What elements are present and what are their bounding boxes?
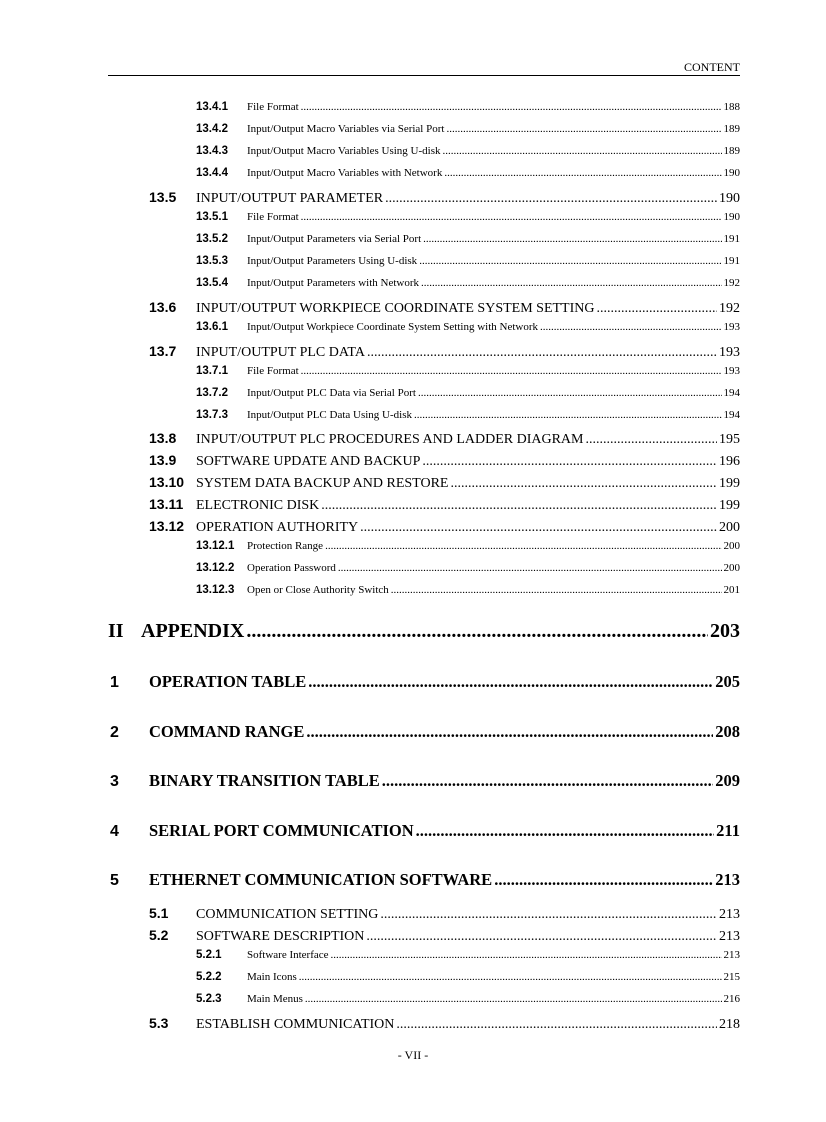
toc-entry-title: File Format	[247, 365, 299, 377]
toc-entry-title: Input/Output PLC Data via Serial Port	[247, 387, 416, 399]
toc-entry-page: 190	[723, 211, 740, 223]
toc-entry-title: BINARY TRANSITION TABLE	[149, 771, 380, 790]
header-rule	[108, 75, 740, 76]
toc-entry[interactable]	[149, 518, 740, 536]
toc-entry[interactable]	[196, 145, 740, 157]
toc-entry[interactable]	[196, 409, 740, 421]
dot-leader	[331, 949, 722, 961]
toc-entry-number: 13.5	[149, 189, 177, 205]
dot-leader	[540, 321, 722, 333]
toc-entry-page: 208	[715, 722, 740, 741]
dot-leader	[396, 1017, 717, 1033]
toc-entry-number: 13.12.1	[196, 540, 235, 552]
dot-leader	[380, 907, 717, 923]
toc-entry-title: Input/Output Parameters via Serial Port	[247, 233, 422, 245]
toc-entry-page: 193	[723, 321, 740, 333]
dot-leader	[385, 191, 717, 207]
toc-entry[interactable]	[196, 277, 740, 289]
toc-entry-title: INPUT/OUTPUT PLC PROCEDURES AND LADDER DIAGRAM	[196, 432, 584, 447]
dot-leader	[421, 277, 722, 289]
toc-entry-page: 199	[719, 476, 740, 491]
toc-entry-number: 5.3	[149, 1015, 169, 1031]
toc-entry-page: 200	[723, 562, 740, 574]
dot-leader	[391, 584, 722, 596]
toc-entry[interactable]	[149, 474, 740, 492]
page-number-footer: - VII -	[397, 1048, 429, 1062]
toc-entry[interactable]	[149, 189, 740, 207]
dot-leader	[416, 821, 714, 841]
toc-entry[interactable]	[196, 167, 740, 179]
toc-entry-title: SERIAL PORT COMMUNICATION	[149, 821, 414, 840]
toc-entry-number: 13.4.4	[196, 167, 228, 179]
toc-entry[interactable]	[196, 562, 740, 574]
toc-entry-page: 194	[723, 387, 740, 399]
toc-entry-title: Main Icons	[247, 971, 297, 983]
toc-entry-number: 13.10	[149, 474, 185, 490]
dot-leader	[597, 301, 718, 317]
toc-entry-page: 199	[719, 498, 740, 513]
toc-entry-page: 213	[723, 949, 740, 961]
toc-entry[interactable]	[196, 365, 740, 377]
running-header: CONTENT	[684, 60, 740, 74]
toc-entry[interactable]	[196, 387, 740, 399]
toc-entry-page: 209	[715, 771, 740, 790]
toc-entry-page: 205	[715, 672, 740, 691]
toc-entry[interactable]	[149, 1015, 740, 1033]
dot-leader	[366, 929, 717, 945]
toc-entry-number: 13.9	[149, 452, 177, 468]
toc-entry-number: 13.7.3	[196, 409, 228, 421]
toc-entry-page: 213	[719, 907, 740, 922]
toc-entry-page: 190	[723, 167, 740, 179]
toc-entry[interactable]	[110, 870, 740, 890]
toc-entry-title: ETHERNET COMMUNICATION SOFTWARE	[149, 870, 493, 889]
toc-entry[interactable]	[196, 971, 740, 983]
dot-leader	[325, 540, 721, 552]
toc-entry-page: 190	[719, 191, 740, 206]
toc-entry-page: 218	[719, 1017, 740, 1032]
toc-entry-page: 191	[723, 255, 740, 267]
toc-entry-page: 201	[723, 584, 740, 596]
dot-leader	[586, 432, 718, 448]
toc-entry-title: ELECTRONIC DISK	[196, 498, 320, 513]
toc-entry[interactable]	[196, 233, 740, 245]
toc-entry-number: 13.7.2	[196, 387, 228, 399]
toc-entry[interactable]	[149, 905, 740, 923]
toc-entry-number: II	[108, 620, 124, 642]
toc-entry[interactable]	[110, 672, 740, 692]
toc-entry-number: 5	[110, 872, 119, 889]
dot-leader	[246, 620, 708, 643]
toc-entry-page: 193	[723, 365, 740, 377]
toc-entry-title: SOFTWARE UPDATE AND BACKUP	[196, 454, 421, 469]
toc-entry-title: Input/Output Parameters Using U-disk	[247, 255, 418, 267]
toc-entry[interactable]	[149, 430, 740, 448]
toc-entry-page: 189	[723, 145, 740, 157]
toc-entry[interactable]	[149, 343, 740, 361]
dot-leader	[423, 233, 721, 245]
toc-entry[interactable]	[196, 321, 740, 333]
dot-leader	[301, 101, 722, 113]
toc-entry-page: 192	[723, 277, 740, 289]
toc-entry-number: 13.5.3	[196, 255, 228, 267]
toc-entry-title: ESTABLISH COMMUNICATION	[196, 1017, 395, 1032]
toc-entry-number: 13.7	[149, 343, 177, 359]
toc-entry-number: 2	[110, 724, 119, 741]
toc-entry-number: 13.4.1	[196, 101, 228, 113]
toc-entry-page: 203	[710, 620, 740, 642]
toc-entry-number: 5.2	[149, 927, 169, 943]
toc-entry-title: OPERATION AUTHORITY	[196, 520, 359, 535]
toc-entry[interactable]	[149, 452, 740, 470]
dot-leader	[321, 498, 717, 514]
toc-entry[interactable]	[196, 949, 740, 961]
toc-entry[interactable]	[149, 496, 740, 514]
toc-entry[interactable]	[196, 101, 740, 113]
toc-entry-number: 1	[110, 674, 119, 691]
toc-entry-number: 13.8	[149, 430, 177, 446]
toc-entry-title: APPENDIX	[141, 620, 245, 642]
toc-entry-title: SYSTEM DATA BACKUP AND RESTORE	[196, 476, 449, 491]
toc-entry-title: Open or Close Authority Switch	[247, 584, 389, 596]
toc-entry[interactable]	[196, 584, 740, 596]
toc-entry-page: 192	[719, 301, 740, 316]
toc-entry-number: 13.4.2	[196, 123, 228, 135]
toc-entry-page: 213	[715, 870, 740, 889]
toc-entry[interactable]	[196, 255, 740, 267]
dot-leader	[338, 562, 722, 574]
toc-entry-title: COMMUNICATION SETTING	[196, 907, 379, 922]
toc-entry-page: 189	[723, 123, 740, 135]
toc-entry[interactable]	[108, 620, 740, 643]
toc-entry[interactable]	[149, 299, 740, 317]
dot-leader	[308, 672, 713, 692]
toc-entry-title: INPUT/OUTPUT PLC DATA	[196, 345, 365, 360]
dot-leader	[382, 771, 713, 791]
toc-entry-title: File Format	[247, 211, 299, 223]
toc-entry-number: 13.11	[149, 496, 184, 512]
toc-entry-number: 5.1	[149, 905, 169, 921]
toc-entry-title: Input/Output Macro Variables Using U-disk	[247, 145, 441, 157]
toc-entry-number: 13.12.3	[196, 584, 235, 596]
toc-entry-number: 13.4.3	[196, 145, 228, 157]
toc-entry-title: OPERATION TABLE	[149, 672, 307, 691]
toc-entry-page: 216	[723, 993, 740, 1005]
toc-entry-title: Input/Output Parameters with Network	[247, 277, 419, 289]
toc-entry[interactable]	[110, 722, 740, 742]
dot-leader	[301, 211, 722, 223]
toc-entry-title: SOFTWARE DESCRIPTION	[196, 929, 365, 944]
dot-leader	[422, 454, 717, 470]
toc-entry-page: 195	[719, 432, 740, 447]
toc-entry-title: File Format	[247, 101, 299, 113]
toc-entry-title: Input/Output Workpiece Coordinate System Setting with Network	[247, 321, 538, 333]
toc-entry-number: 13.6	[149, 299, 177, 315]
toc-entry-page: 213	[719, 929, 740, 944]
dot-leader	[301, 365, 722, 377]
dot-leader	[360, 520, 717, 536]
dot-leader	[444, 167, 721, 179]
toc-entry[interactable]	[196, 993, 740, 1005]
toc-entry-number: 13.5.4	[196, 277, 228, 289]
toc-entry[interactable]	[196, 211, 740, 223]
toc-entry[interactable]	[196, 540, 740, 552]
toc-entry-title: Input/Output Macro Variables with Network	[247, 167, 443, 179]
toc-entry-number: 5.2.3	[196, 993, 222, 1005]
dot-leader	[419, 255, 721, 267]
toc-entry-page: 196	[719, 454, 740, 469]
toc-entry-title: Input/Output Macro Variables via Serial Port	[247, 123, 445, 135]
dot-leader	[443, 145, 722, 157]
toc-entry-title: Main Menus	[247, 993, 303, 1005]
toc-entry-page: 211	[716, 821, 740, 840]
toc-entry-title: Protection Range	[247, 540, 324, 552]
toc-entry-title: COMMAND RANGE	[149, 722, 305, 741]
toc-entry[interactable]	[110, 821, 740, 841]
toc-entry-number: 5.2.1	[196, 949, 222, 961]
dot-leader	[414, 409, 722, 421]
toc-entry-page: 215	[723, 971, 740, 983]
dot-leader	[367, 345, 717, 361]
dot-leader	[418, 387, 722, 399]
toc-entry-title: INPUT/OUTPUT WORKPIECE COORDINATE SYSTEM SETTING	[196, 301, 595, 316]
toc-entry-title: Software Interface	[247, 949, 329, 961]
toc-entry-number: 3	[110, 773, 119, 790]
dot-leader	[450, 476, 717, 492]
toc-entry-page: 188	[723, 101, 740, 113]
toc-entry-number: 13.6.1	[196, 321, 228, 333]
toc-entry-title: Operation Password	[247, 562, 336, 574]
toc-entry-number: 13.5.1	[196, 211, 228, 223]
toc-entry[interactable]	[149, 927, 740, 945]
toc-entry-number: 4	[110, 823, 119, 840]
toc-entry[interactable]	[196, 123, 740, 135]
toc-entry[interactable]	[110, 771, 740, 791]
toc-entry-page: 194	[723, 409, 740, 421]
toc-entry-page: 200	[723, 540, 740, 552]
dot-leader	[446, 123, 721, 135]
toc-entry-title: Input/Output PLC Data Using U-disk	[247, 409, 412, 421]
toc-entry-page: 200	[719, 520, 740, 535]
toc-entry-title: INPUT/OUTPUT PARAMETER	[196, 191, 384, 206]
toc-entry-number: 13.5.2	[196, 233, 228, 245]
toc-entry-number: 13.12.2	[196, 562, 235, 574]
toc-entry-page: 191	[723, 233, 740, 245]
dot-leader	[306, 722, 713, 742]
toc-entry-number: 13.7.1	[196, 365, 228, 377]
toc-entry-number: 5.2.2	[196, 971, 222, 983]
toc-entry-number: 13.12	[149, 518, 185, 534]
dot-leader	[494, 870, 713, 890]
dot-leader	[305, 993, 722, 1005]
toc-entry-page: 193	[719, 345, 740, 360]
dot-leader	[299, 971, 722, 983]
